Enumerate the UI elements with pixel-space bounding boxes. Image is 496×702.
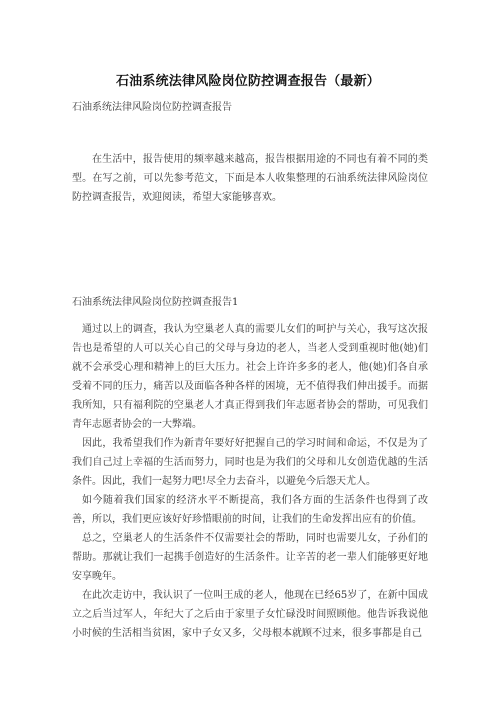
body-paragraph: 总之，空巢老人的生活条件不仅需要社会的帮助，同时也需要儿女，子孙们的帮助。那就让我们一起携手创造好的生活条件。让辛苦的老一辈人们能够更好地安享晚年。 xyxy=(72,533,428,582)
document-subtitle: 石油系统法律风险岗位防控调查报告 xyxy=(72,102,232,113)
document-title: 石油系统法律风险岗位防控调查报告（最新） xyxy=(115,74,380,89)
section-heading: 石油系统法律风险岗位防控调查报告1 xyxy=(72,297,239,308)
report-body xyxy=(72,320,428,643)
body-paragraph: 在此次走访中，我认识了一位叫王成的老人，他现在已经65岁了，在新中国成立之后当过军人，年纪大了之后由于家里子女忙碌没时间照顾他。他告诉我说他小时候的生活相当贫困，家中子女又多，父母根本就顾不过来，很多事都是自己 xyxy=(72,590,428,639)
intro-paragraph: 在生活中，报告使用的频率越来越高，报告根据用途的不同也有着不同的类型。在写之前，可以先参考范文，下面是本人收集整理的石油系统法律风险岗位防控调查报告，欢迎阅读，希望大家能够喜欢。 xyxy=(72,154,428,203)
body-paragraph: 因此，我希望我们作为新青年要好好把握自己的学习时间和命运，不仅是为了我们自己过上幸福的生活而努力，同时也是为我们的父母和儿女创造优越的生活条件。因此，我们一起努力吧!尽全力去奋斗，以避免今后怨天尤人。 xyxy=(72,438,428,487)
body-paragraph: 通过以上的调查，我认为空巢老人真的需要儿女们的呵护与关心，我写这次报告也是希望的人可以关心自己的父母与身边的老人，当老人受到重视时他(她)们就不会承受心理和精神上的巨大压力。社会上许许多多的老人，他(她)们各自承受着不同的压力，痛苦以及面临各种各样的困境，无不值得我们伸出援手。而据我所知，只有福利院的空巢老人才真正得到我们年志愿者协会的帮助，可见我们青年志愿者协会的一大弊端。 xyxy=(72,324,428,430)
body-paragraph: 如今随着我们国家的经济水平不断提高，我们各方面的生活条件也得到了改善，所以，我们更应该好好珍惜眼前的时间，让我们的生命发挥出应有的价值。 xyxy=(72,495,428,525)
